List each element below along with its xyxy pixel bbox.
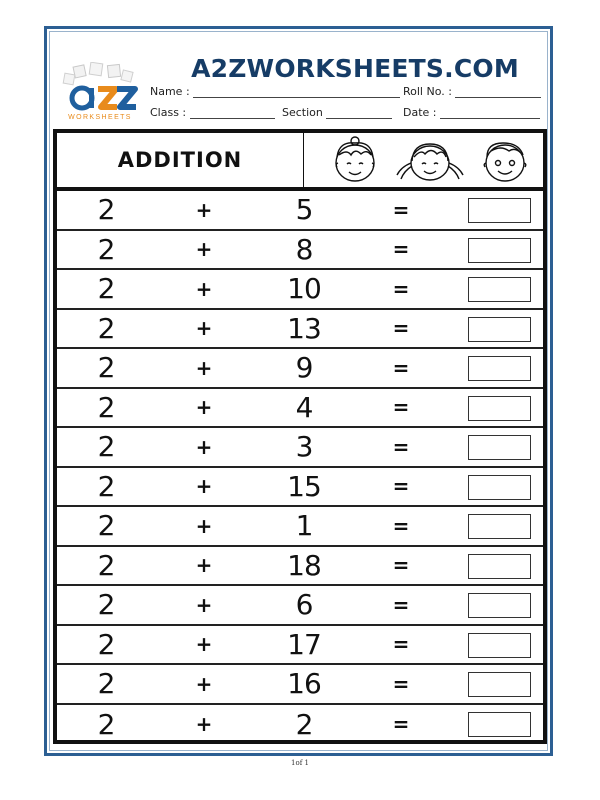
date-field (403, 106, 540, 119)
addend-b: 3 (295, 430, 313, 464)
equals-sign: = (392, 671, 410, 696)
addend-b: 13 (287, 311, 321, 345)
equals-sign: = (392, 197, 410, 222)
addend-a: 2 (97, 469, 115, 503)
addend-b: 1 (295, 509, 313, 543)
equals-sign: = (392, 712, 410, 737)
equals-sign: = (392, 276, 410, 301)
equals-sign: = (392, 355, 410, 380)
roll-label: Roll No. : (403, 85, 452, 98)
answer-box[interactable] (468, 277, 531, 302)
answer-box[interactable] (468, 633, 531, 658)
plus-sign: + (195, 355, 213, 380)
problem-row (57, 231, 543, 271)
problem-row (57, 389, 543, 429)
addend-b: 9 (295, 351, 313, 385)
name-line[interactable] (193, 86, 400, 98)
equals-sign: = (392, 316, 410, 341)
equals-sign: = (392, 237, 410, 262)
plus-sign: + (195, 197, 213, 222)
answer-box[interactable] (468, 712, 531, 737)
a2z-logo (60, 62, 140, 122)
addend-a: 2 (97, 390, 115, 424)
plus-sign: + (195, 474, 213, 499)
problem-row (57, 507, 543, 547)
problem-grid (53, 191, 547, 744)
plus-sign: + (195, 632, 213, 657)
problem-row (57, 468, 543, 508)
title-divider (303, 133, 304, 187)
section-field (282, 106, 392, 119)
name-label: Name : (150, 85, 190, 98)
addend-a: 2 (97, 667, 115, 701)
addend-b: 2 (295, 707, 313, 741)
problem-row (57, 349, 543, 389)
addend-a: 2 (97, 272, 115, 306)
plus-sign: + (195, 237, 213, 262)
addend-a: 2 (97, 509, 115, 543)
worksheet-title: ADDITION (117, 148, 243, 172)
date-label: Date : (403, 106, 437, 119)
plus-sign: + (195, 712, 213, 737)
plus-sign: + (195, 276, 213, 301)
problem-row (57, 586, 543, 626)
answer-box[interactable] (468, 514, 531, 539)
plus-sign: + (195, 671, 213, 696)
roll-field (403, 85, 541, 98)
addend-a: 2 (97, 548, 115, 582)
answer-box[interactable] (468, 396, 531, 421)
plus-sign: + (195, 434, 213, 459)
class-label: Class : (150, 106, 187, 119)
addend-a: 2 (97, 311, 115, 345)
addend-b: 4 (295, 390, 313, 424)
name-field (150, 85, 400, 98)
equals-sign: = (392, 474, 410, 499)
answer-box[interactable] (468, 475, 531, 500)
equals-sign: = (392, 513, 410, 538)
plus-sign: + (195, 592, 213, 617)
problem-row (57, 665, 543, 705)
answer-box[interactable] (468, 554, 531, 579)
addend-a: 2 (97, 430, 115, 464)
section-label: Section (282, 106, 323, 119)
problem-row (57, 705, 543, 745)
worksheet-header (50, 32, 547, 124)
addend-b: 5 (295, 193, 313, 227)
answer-box[interactable] (468, 435, 531, 460)
plus-sign: + (195, 553, 213, 578)
problem-row (57, 270, 543, 310)
kids-faces-illustration (325, 135, 545, 185)
answer-box[interactable] (468, 356, 531, 381)
class-line[interactable] (190, 107, 275, 119)
page-number: 1of 1 (291, 759, 309, 767)
addend-a: 2 (97, 588, 115, 622)
title-bar (53, 129, 547, 191)
date-line[interactable] (440, 107, 540, 119)
roll-line[interactable] (455, 86, 541, 98)
plus-sign: + (195, 513, 213, 538)
svg-text:WORKSHEETS: WORKSHEETS (68, 114, 132, 121)
addend-a: 2 (97, 351, 115, 385)
addend-a: 2 (97, 193, 115, 227)
site-title: A2ZWORKSHEETS.COM (191, 54, 519, 83)
addend-a: 2 (97, 232, 115, 266)
addend-b: 15 (287, 469, 321, 503)
answer-box[interactable] (468, 317, 531, 342)
equals-sign: = (392, 395, 410, 420)
problem-row (57, 547, 543, 587)
addend-b: 16 (287, 667, 321, 701)
equals-sign: = (392, 592, 410, 617)
problem-row (57, 626, 543, 666)
answer-box[interactable] (468, 672, 531, 697)
equals-sign: = (392, 434, 410, 459)
addend-b: 6 (295, 588, 313, 622)
plus-sign: + (195, 395, 213, 420)
class-field (150, 106, 275, 119)
equals-sign: = (392, 553, 410, 578)
section-line[interactable] (326, 107, 392, 119)
answer-box[interactable] (468, 593, 531, 618)
answer-box[interactable] (468, 238, 531, 263)
problem-row (57, 191, 543, 231)
addend-a: 2 (97, 707, 115, 741)
addend-b: 10 (287, 272, 321, 306)
addend-b: 8 (295, 232, 313, 266)
addend-a: 2 (97, 627, 115, 661)
plus-sign: + (195, 316, 213, 341)
addend-b: 18 (287, 548, 321, 582)
answer-box[interactable] (468, 198, 531, 223)
problem-row (57, 428, 543, 468)
problem-row (57, 310, 543, 350)
equals-sign: = (392, 632, 410, 657)
addend-b: 17 (287, 627, 321, 661)
